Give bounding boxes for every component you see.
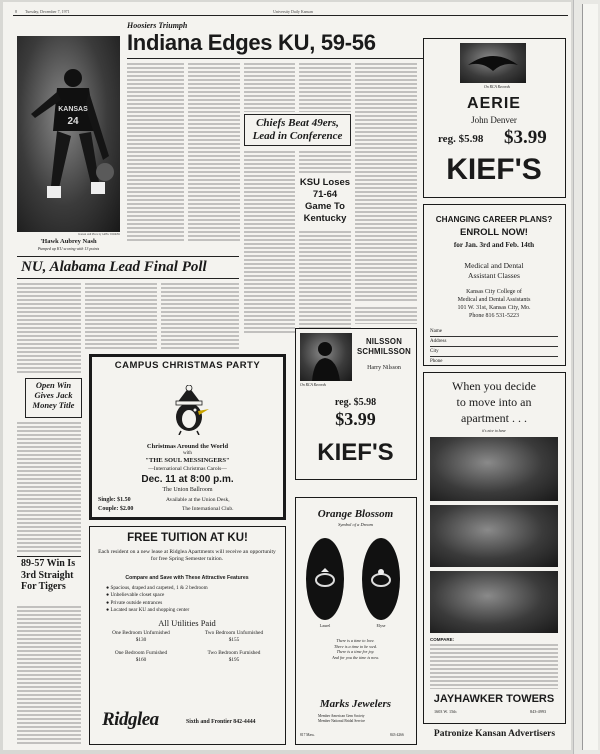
career-address: 101 W. 31st, Kansas City, Mo. bbox=[457, 305, 531, 311]
party-title: CAMPUS CHRISTMAS PARTY bbox=[114, 360, 261, 371]
orange-blossom-sub: Symbol of a Dream bbox=[338, 522, 373, 527]
ridglea-feature-1: ● Spacious, draped and carpeted, 1 & 2 bedroom bbox=[106, 585, 208, 591]
career-dates: for Jan. 3rd and Feb. 14th bbox=[453, 241, 535, 249]
career-college-1: Kansas City College of bbox=[466, 289, 522, 295]
open-win-story bbox=[17, 421, 81, 553]
elyse-ring-panel bbox=[362, 538, 400, 620]
party-carols: —International Christmas Carols— bbox=[148, 466, 227, 472]
party-band: "THE SOUL MESSINGERS" bbox=[145, 457, 230, 464]
kiefs-aerie-ad bbox=[423, 38, 566, 198]
career-school-ad bbox=[423, 204, 566, 366]
headline-chiefs: Chiefs Beat 49ers, Lead in Conference bbox=[252, 117, 343, 142]
aerie-sale-price: $3.99 bbox=[504, 127, 547, 148]
apartment-photo-2 bbox=[430, 505, 558, 567]
jayhawker-address: 1603 W. 15th bbox=[434, 709, 457, 714]
adjacent-page-edge bbox=[573, 0, 600, 754]
indiana-story-col5 bbox=[355, 62, 417, 302]
ridglea-price-3: One Bedroom Furnished $160 bbox=[114, 650, 168, 663]
party-availability-2: The International Club. bbox=[182, 506, 234, 512]
marks-phone: 843-4266 bbox=[390, 733, 404, 737]
nilsson-sale-price: $3.99 bbox=[335, 409, 376, 429]
photo-caption-title: 'Hawk Aubrey Nash bbox=[40, 238, 97, 245]
ridglea-price-4: Two Bedroom Furnished $195 bbox=[207, 650, 261, 663]
party-single-price: Single: $1.50 bbox=[98, 497, 131, 503]
svg-text:24: 24 bbox=[67, 116, 79, 127]
career-line-4: Medical and Dental bbox=[464, 261, 524, 270]
kicker-headline: Hoosiers Triumph bbox=[127, 21, 188, 30]
career-headline: CHANGING CAREER PLANS? bbox=[435, 215, 553, 224]
laurel-ring-panel bbox=[306, 538, 344, 620]
photo-credit: Kansan staff Photo by GREG TORKER bbox=[78, 233, 120, 236]
kiefs-nilsson-ad bbox=[295, 328, 417, 480]
nilsson-album-photo bbox=[300, 333, 352, 381]
indiana-story-col1 bbox=[127, 62, 184, 242]
apartment-photo-1 bbox=[430, 437, 558, 501]
jayhawker-name: JAYHAWKER TOWERS bbox=[433, 693, 555, 705]
orange-blossom-title: Orange Blossom bbox=[317, 508, 394, 520]
jayhawker-towers-ad bbox=[423, 372, 566, 724]
ridglea-feature-4: ● Located near KU and shopping center bbox=[106, 607, 190, 614]
nilsson-album-title: NILSSON SCHMILSSON bbox=[357, 337, 411, 356]
ridglea-feature-2: ● Unbelievable closet space bbox=[106, 592, 165, 599]
ring-name-elyse: Elyse bbox=[376, 623, 386, 628]
party-line2: with bbox=[183, 451, 192, 456]
chiefs-headline-box bbox=[244, 114, 351, 146]
aerie-label: On RCA Records bbox=[484, 85, 510, 89]
nilsson-regular-price: reg. $5.98 bbox=[334, 397, 377, 408]
basketball-photo bbox=[17, 36, 120, 232]
jayhawker-fine-print bbox=[430, 643, 558, 689]
patronize-footer: Patronize Kansan Advertisers bbox=[433, 729, 556, 739]
ridglea-body: Each resident on a new lease at Ridglea Apartments will receive an opportunity for free Spring Semester tuition. bbox=[98, 549, 276, 563]
svg-text:KANSAS: KANSAS bbox=[58, 106, 88, 113]
aerie-artist: John Denver bbox=[471, 115, 517, 125]
ridglea-address: Sixth and Frontier 842-4444 bbox=[186, 719, 256, 725]
nu-story-col2 bbox=[85, 282, 157, 350]
nu-story-col3 bbox=[161, 282, 239, 350]
open-win-headline-box bbox=[25, 378, 82, 418]
ring-icon bbox=[362, 538, 400, 620]
nilsson-store: KIEF'S bbox=[317, 439, 394, 466]
jayhawker-phone: 843-4993 bbox=[530, 709, 547, 714]
ridglea-features bbox=[106, 585, 280, 615]
eagle-silhouette-icon bbox=[460, 43, 526, 83]
indiana-story-col3 bbox=[244, 62, 295, 112]
aerie-album-photo bbox=[460, 43, 526, 83]
nu-story-col1 bbox=[17, 282, 81, 374]
masthead-title: University Daily Kansan bbox=[273, 10, 313, 14]
tigers-story bbox=[17, 605, 81, 745]
party-couple-price: Couple: $2.00 bbox=[98, 506, 134, 512]
marks-address: 817 Mass. bbox=[300, 733, 315, 737]
indiana-story-col4 bbox=[299, 62, 351, 112]
headline-tigers: 89-57 Win Is 3rd Straight For Tigers bbox=[21, 558, 76, 592]
marks-jewelers-logo: Marks Jewelers bbox=[319, 698, 392, 710]
jayhawker-line-3: apartment . . . bbox=[461, 411, 527, 425]
musician-silhouette-icon bbox=[300, 333, 352, 381]
jayhawker-line-4: it's nice to have bbox=[482, 429, 506, 433]
headline-nu-alabama: NU, Alabama Lead Final Poll bbox=[21, 259, 207, 275]
indiana-story-col2 bbox=[188, 62, 240, 242]
jayhawker-line-1: When you decide bbox=[452, 379, 536, 393]
ridglea-logo: Ridglea bbox=[102, 709, 159, 730]
career-coupon-form bbox=[430, 327, 558, 366]
career-enroll: ENROLL NOW! bbox=[460, 227, 528, 238]
party-line1: Christmas Around the World bbox=[146, 443, 229, 450]
career-phone: Phone 816 531-5223 bbox=[469, 313, 519, 319]
orange-blossom-ad bbox=[295, 497, 417, 745]
ridglea-title: FREE TUITION AT KU! bbox=[127, 532, 248, 544]
ridglea-compare: Compare and Save with These Attractive Features bbox=[125, 575, 249, 581]
chiefs-story-col1 bbox=[244, 150, 295, 335]
orange-blossom-tagline: There is a time to love. There is a time to be wed. There is a time for joy. And for you the time is now. bbox=[332, 638, 379, 660]
headline-indiana: Indiana Edges KU, 59-56 bbox=[127, 30, 376, 55]
santa-bird-icon bbox=[168, 385, 210, 435]
apartment-photo-3 bbox=[430, 571, 558, 633]
ksu-story-col bbox=[299, 230, 351, 335]
marks-memberships: Member American Gem Society Member National Bridal Service bbox=[318, 714, 366, 723]
jayhawker-compare: COMPARE: bbox=[430, 637, 455, 642]
career-line-5: Assistant Classes bbox=[468, 271, 520, 280]
aerie-store: KIEF'S bbox=[446, 153, 542, 186]
nilsson-label: On RCA Records bbox=[300, 383, 326, 387]
nilsson-artist: Harry Nilsson bbox=[367, 365, 401, 371]
photo-caption-sub: Pumped up KU scoring with 13 points bbox=[37, 246, 100, 251]
page-number: 8 bbox=[15, 10, 17, 14]
ring-name-laurel: Laurel bbox=[319, 623, 331, 628]
aerie-title: AERIE bbox=[467, 95, 521, 112]
party-venue: The Union Ballroom bbox=[162, 487, 213, 493]
coupon-name-field[interactable]: Name bbox=[430, 327, 558, 337]
ridglea-price-1: One Bedroom Unfurnished $130 bbox=[112, 630, 170, 643]
coupon-city-field[interactable]: City bbox=[430, 347, 558, 357]
player-figure-icon bbox=[17, 36, 120, 232]
issue-date: Tuesday, December 7, 1971 bbox=[25, 10, 70, 14]
chiefs-story-col2 bbox=[299, 150, 351, 175]
ridglea-price-2: Two Bedroom Unfurnished $155 bbox=[204, 630, 264, 643]
ksu-story-end bbox=[355, 306, 417, 324]
headline-ksu: KSU Loses 71-64 Game To Kentucky bbox=[299, 177, 351, 224]
coupon-phone-field[interactable]: Phone bbox=[430, 357, 558, 366]
jayhawker-line-2: to move into an bbox=[456, 395, 532, 409]
ring-icon bbox=[306, 538, 344, 620]
party-availability-1: Available at the Union Desk, bbox=[166, 497, 230, 503]
career-college-2: Medical and Dental Assistants bbox=[457, 297, 531, 303]
ridglea-utilities: All Utilities Paid bbox=[158, 618, 216, 628]
ridglea-ad bbox=[89, 526, 286, 745]
headline-open-win: Open Win Gives Jack Money Title bbox=[32, 380, 75, 410]
christmas-party-ad bbox=[89, 354, 286, 520]
aerie-regular-price: reg. $5.98 bbox=[438, 133, 484, 145]
party-date: Dec. 11 at 8:00 p.m. bbox=[141, 474, 234, 485]
newspaper-page bbox=[3, 2, 571, 750]
coupon-address-field[interactable]: Address bbox=[430, 337, 558, 347]
ridglea-feature-3: ● Private outside entrances bbox=[106, 599, 163, 606]
